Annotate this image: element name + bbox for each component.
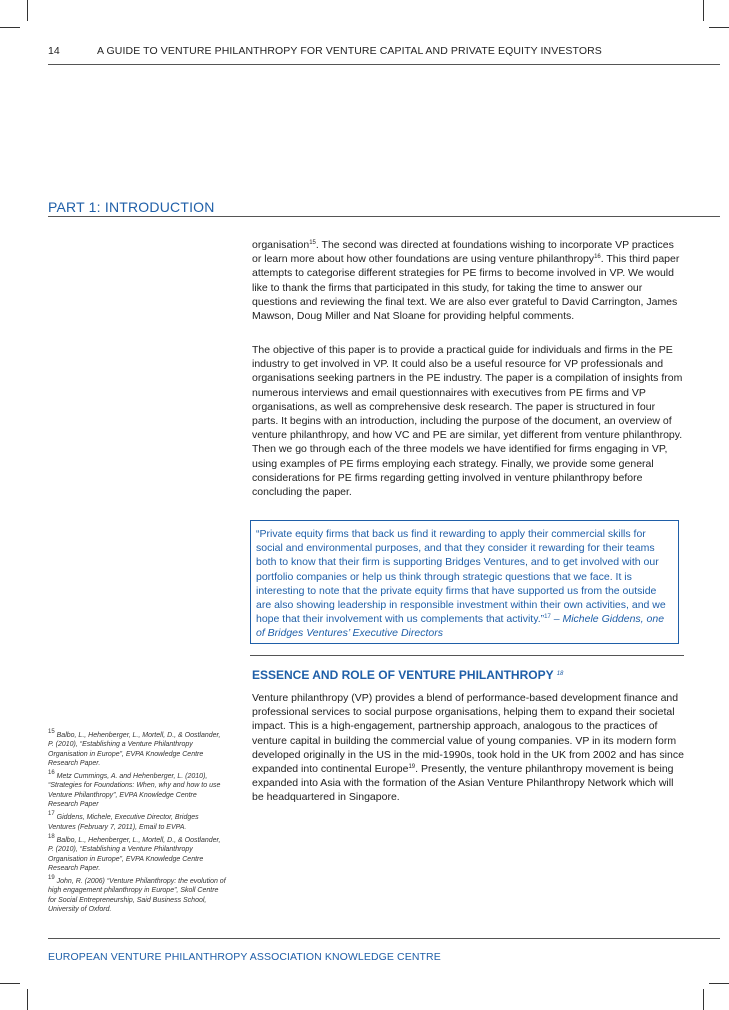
section-rule: [48, 216, 720, 217]
quote-text: “Private equity firms that back us find it rewarding to apply their commercial skills for social and environmental purposes, and that they consider it rewarding for their teams both to know that their firm is supporting Bridges Ventures, and to get involved with our portfolio companies or help us think through strategic questions that we face. It is interesting to note that the private equity firms that have supported us from the outside are also showing leadership in responsible investment within their own activities, and we hope that their involvement with us complements that activity.”: [256, 528, 666, 626]
footnote: $^{17}$ Giddens, Michele, Executive Director, Bridges Ventures (February 7, 2011), Email to EVPA.: [48, 811, 199, 831]
pull-quote: “Private equity firms that back us find it rewarding to apply their commercial skills for social and environmental purposes, and that they consider it rewarding for their teams both to know that their firm is supporting Bridges Ventures, and to get involved with our portfolio companies or help us think through strategic questions that we face. It is interesting to note that the private equity firms that have supported us from the outside are also showing leadership in responsible investment within their own activities, and we hope that their involvement with us complements that activity.”$^{17}$ – Michele Giddens, one of Bridges Ventures’ Executive Directors: [250, 520, 679, 644]
running-header: A GUIDE TO VENTURE PHILANTHROPY FOR VENTURE CAPITAL AND PRIVATE EQUITY INVESTORS: [97, 45, 602, 57]
footnote: $^{15}$ Balbo, L., Hehenberger, L., Mortell, D., & Oostlander, P. (2010), “Establishing a Venture Philanthropy Organisation in Europe”, EVPA Knowledge Centre Research Paper.: [48, 729, 221, 767]
footnote: $^{19}$ John, R. (2006) “Venture Philanthropy: the evolution of high engagement philanthropy in Europe”, Skoll Centre for Social Entrepreneurship, Said Business School, University of Oxford.: [48, 875, 226, 914]
footnote: $^{16}$ Metz Cummings, A. and Hehenberger, L. (2010), “Strategies for Foundations: When, why and how to use Venture Philanthropy”, EVPA Knowledge Centre Research Paper: [48, 770, 221, 809]
crop-mark-bl-v: [27, 989, 28, 1010]
section-title: PART 1: INTRODUCTION: [48, 199, 215, 215]
subsection-rule: [250, 655, 684, 656]
quote-attribution: – Michele Giddens, one of Bridges Ventures’ Executive Directors: [256, 613, 665, 640]
crop-mark-tl-h: [0, 27, 20, 28]
essence-paragraph: Venture philanthropy (VP) provides a blend of performance-based development finance and professional services to social purpose organisations, helping them to expand their societal impact. This is a high-engagement, partnership approach, analogous to the practices of venture capital in building the commercial value of young companies. VP in its modern form developed originally in the US in the mid-1990s, took hold in the UK from 2002 and has since expanded into continental Europe$^{19}$. Presently, the venture philanthropy movement is being expanded into Asia with the formation of the Asian Venture Philanthropy Network which will be headquartered in Singapore.: [252, 692, 684, 804]
footer-rule: [48, 938, 720, 939]
crop-mark-tr-v: [703, 0, 704, 21]
footnote: $^{18}$ Balbo, L., Hehenberger, L., Mortell, D., & Oostlander, P. (2010), “Establishing a Venture Philanthropy Organisation in Europe”, EVPA Knowledge Centre Research Paper.: [48, 833, 221, 872]
page-number: 14: [48, 45, 60, 57]
crop-mark-tr-h: [709, 27, 729, 28]
intro-paragraph-2: The objective of this paper is to provide a practical guide for individuals and firms in the PE industry to get involved in VP. It could also be a useful resource for VP professionals and organisations seeking partners in the PE industry. The paper is a compilation of insights from numerous interviews and email questionnaires with executives from PE firms and VP organisations, as well as comprehensive desk research. The paper is structured in four parts. It begins with an introduction, including the purpose of the document, an overview of venture philanthropy, and how VC and PE are similar, yet different from venture philanthropy. Then we go through each of the three models we have identified for firms engaging in VP, using examples of PE firms employing each strategy. Finally, we provide some general considerations for PE firms regarding getting involved in venture philanthropy before concluding the paper.: [252, 344, 683, 499]
crop-mark-bl-h: [0, 983, 20, 984]
header-rule: [48, 64, 720, 65]
crop-mark-br-v: [703, 989, 704, 1010]
crop-mark-br-h: [709, 983, 729, 984]
subsection-title: ESSENCE AND ROLE OF VENTURE PHILANTHROPY $^{18}$: [252, 668, 564, 682]
intro-paragraph-1: organisation$^{15}$. The second was directed at foundations wishing to incorporate VP practices or learn more about how other foundations are using venture philanthropy$^{16}$. This third paper attempts to categorise different strategies for PE firms to become involved in VP. We would like to thank the firms that participated in this study, for taking the time to answer our questions and reviewing the final text. We are also ever grateful to David Carrington, James Mawson, Doug Miller and Nat Sloane for providing helpful comments.: [252, 239, 680, 323]
footnotes: [48, 731, 226, 918]
crop-mark-tl-v: [27, 0, 28, 21]
page-footer: EUROPEAN VENTURE PHILANTHROPY ASSOCIATION KNOWLEDGE CENTRE: [48, 951, 441, 963]
